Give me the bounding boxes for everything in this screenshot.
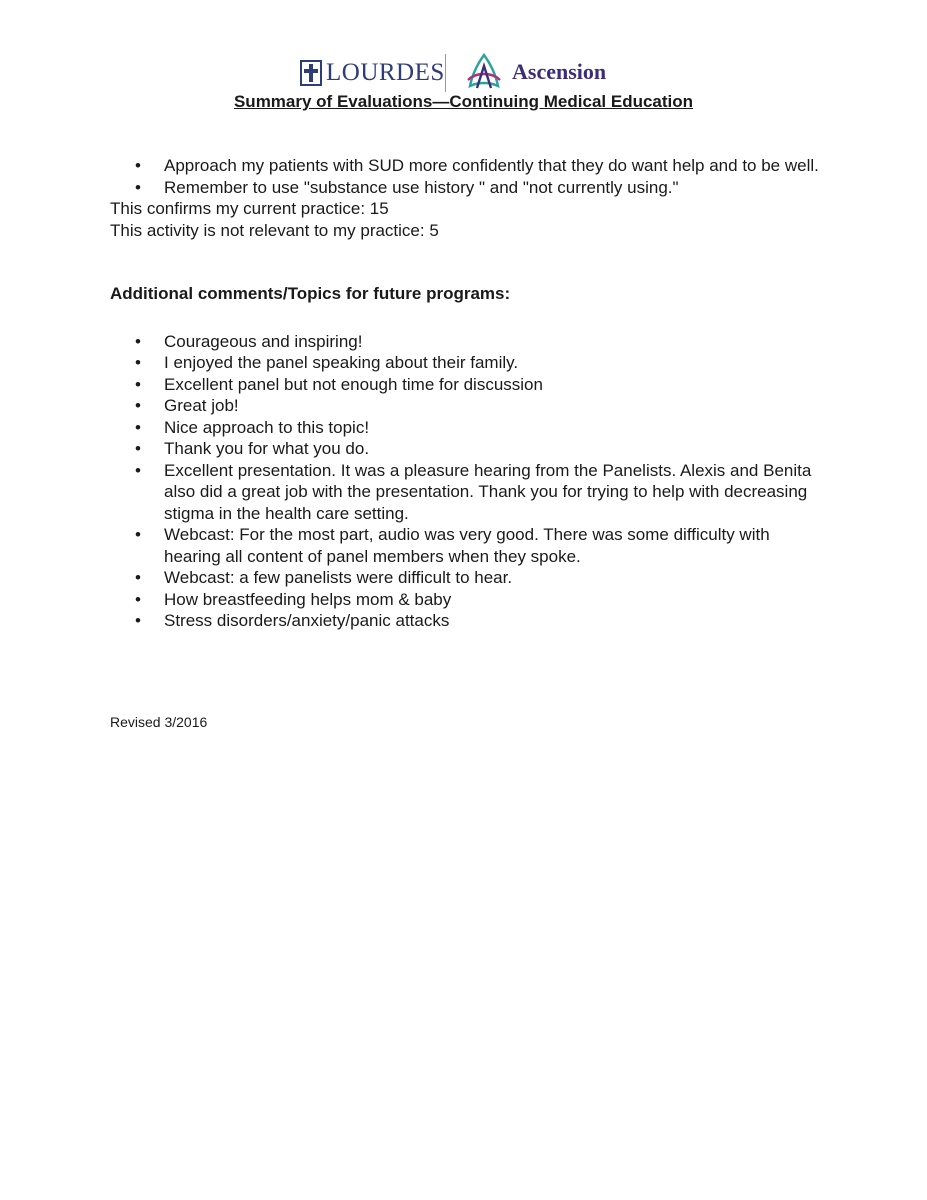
list-item: • Nice approach to this topic! bbox=[110, 417, 830, 439]
list-item: • Remember to use "substance use history " and "not currently using." bbox=[110, 177, 830, 199]
comments-list bbox=[110, 331, 830, 632]
not-relevant-stat: This activity is not relevant to my practice: 5 bbox=[110, 220, 439, 240]
lourdes-cross-icon bbox=[300, 60, 322, 86]
list-item: • Excellent presentation. It was a pleasure hearing from the Panelists. Alexis and Benita also did a great job with the presentation. Thank you for trying to help with decreasing stigma in the health care setting. bbox=[110, 460, 830, 525]
ascension-wordmark: Ascension bbox=[512, 59, 607, 84]
lourdes-logo bbox=[300, 56, 445, 90]
list-item: • I enjoyed the panel speaking about their family. bbox=[110, 352, 830, 374]
list-item: • Approach my patients with SUD more confidently that they do want help and to be well. bbox=[110, 155, 830, 177]
comments-heading: Additional comments/Topics for future programs: bbox=[110, 284, 511, 303]
list-item: • Thank you for what you do. bbox=[110, 438, 830, 460]
list-item: • How breastfeeding helps mom & baby bbox=[110, 589, 830, 611]
revision-note: Revised 3/2016 bbox=[110, 714, 208, 730]
logo-bar bbox=[300, 52, 630, 94]
ascension-logo bbox=[462, 52, 606, 92]
confirms-practice-stat: This confirms my current practice: 15 bbox=[110, 199, 389, 218]
learning-list bbox=[110, 155, 830, 198]
list-item: • Webcast: a few panelists were difficult to hear. bbox=[110, 567, 830, 589]
logo-divider bbox=[445, 54, 446, 92]
lourdes-wordmark: LOURDES bbox=[326, 59, 445, 86]
list-item: • Excellent panel but not enough time for discussion bbox=[110, 374, 830, 396]
list-item: • Courageous and inspiring! bbox=[110, 331, 830, 353]
page-title: Summary of Evaluations—Continuing Medical Education bbox=[233, 92, 694, 111]
list-item: • Webcast: For the most part, audio was very good. There was some difficulty with hearing all content of panel members when they spoke. bbox=[110, 524, 830, 567]
list-item: • Stress disorders/anxiety/panic attacks bbox=[110, 610, 830, 632]
ascension-trinity-icon bbox=[462, 52, 506, 92]
list-item: • Great job! bbox=[110, 395, 830, 417]
document-body bbox=[110, 155, 830, 632]
